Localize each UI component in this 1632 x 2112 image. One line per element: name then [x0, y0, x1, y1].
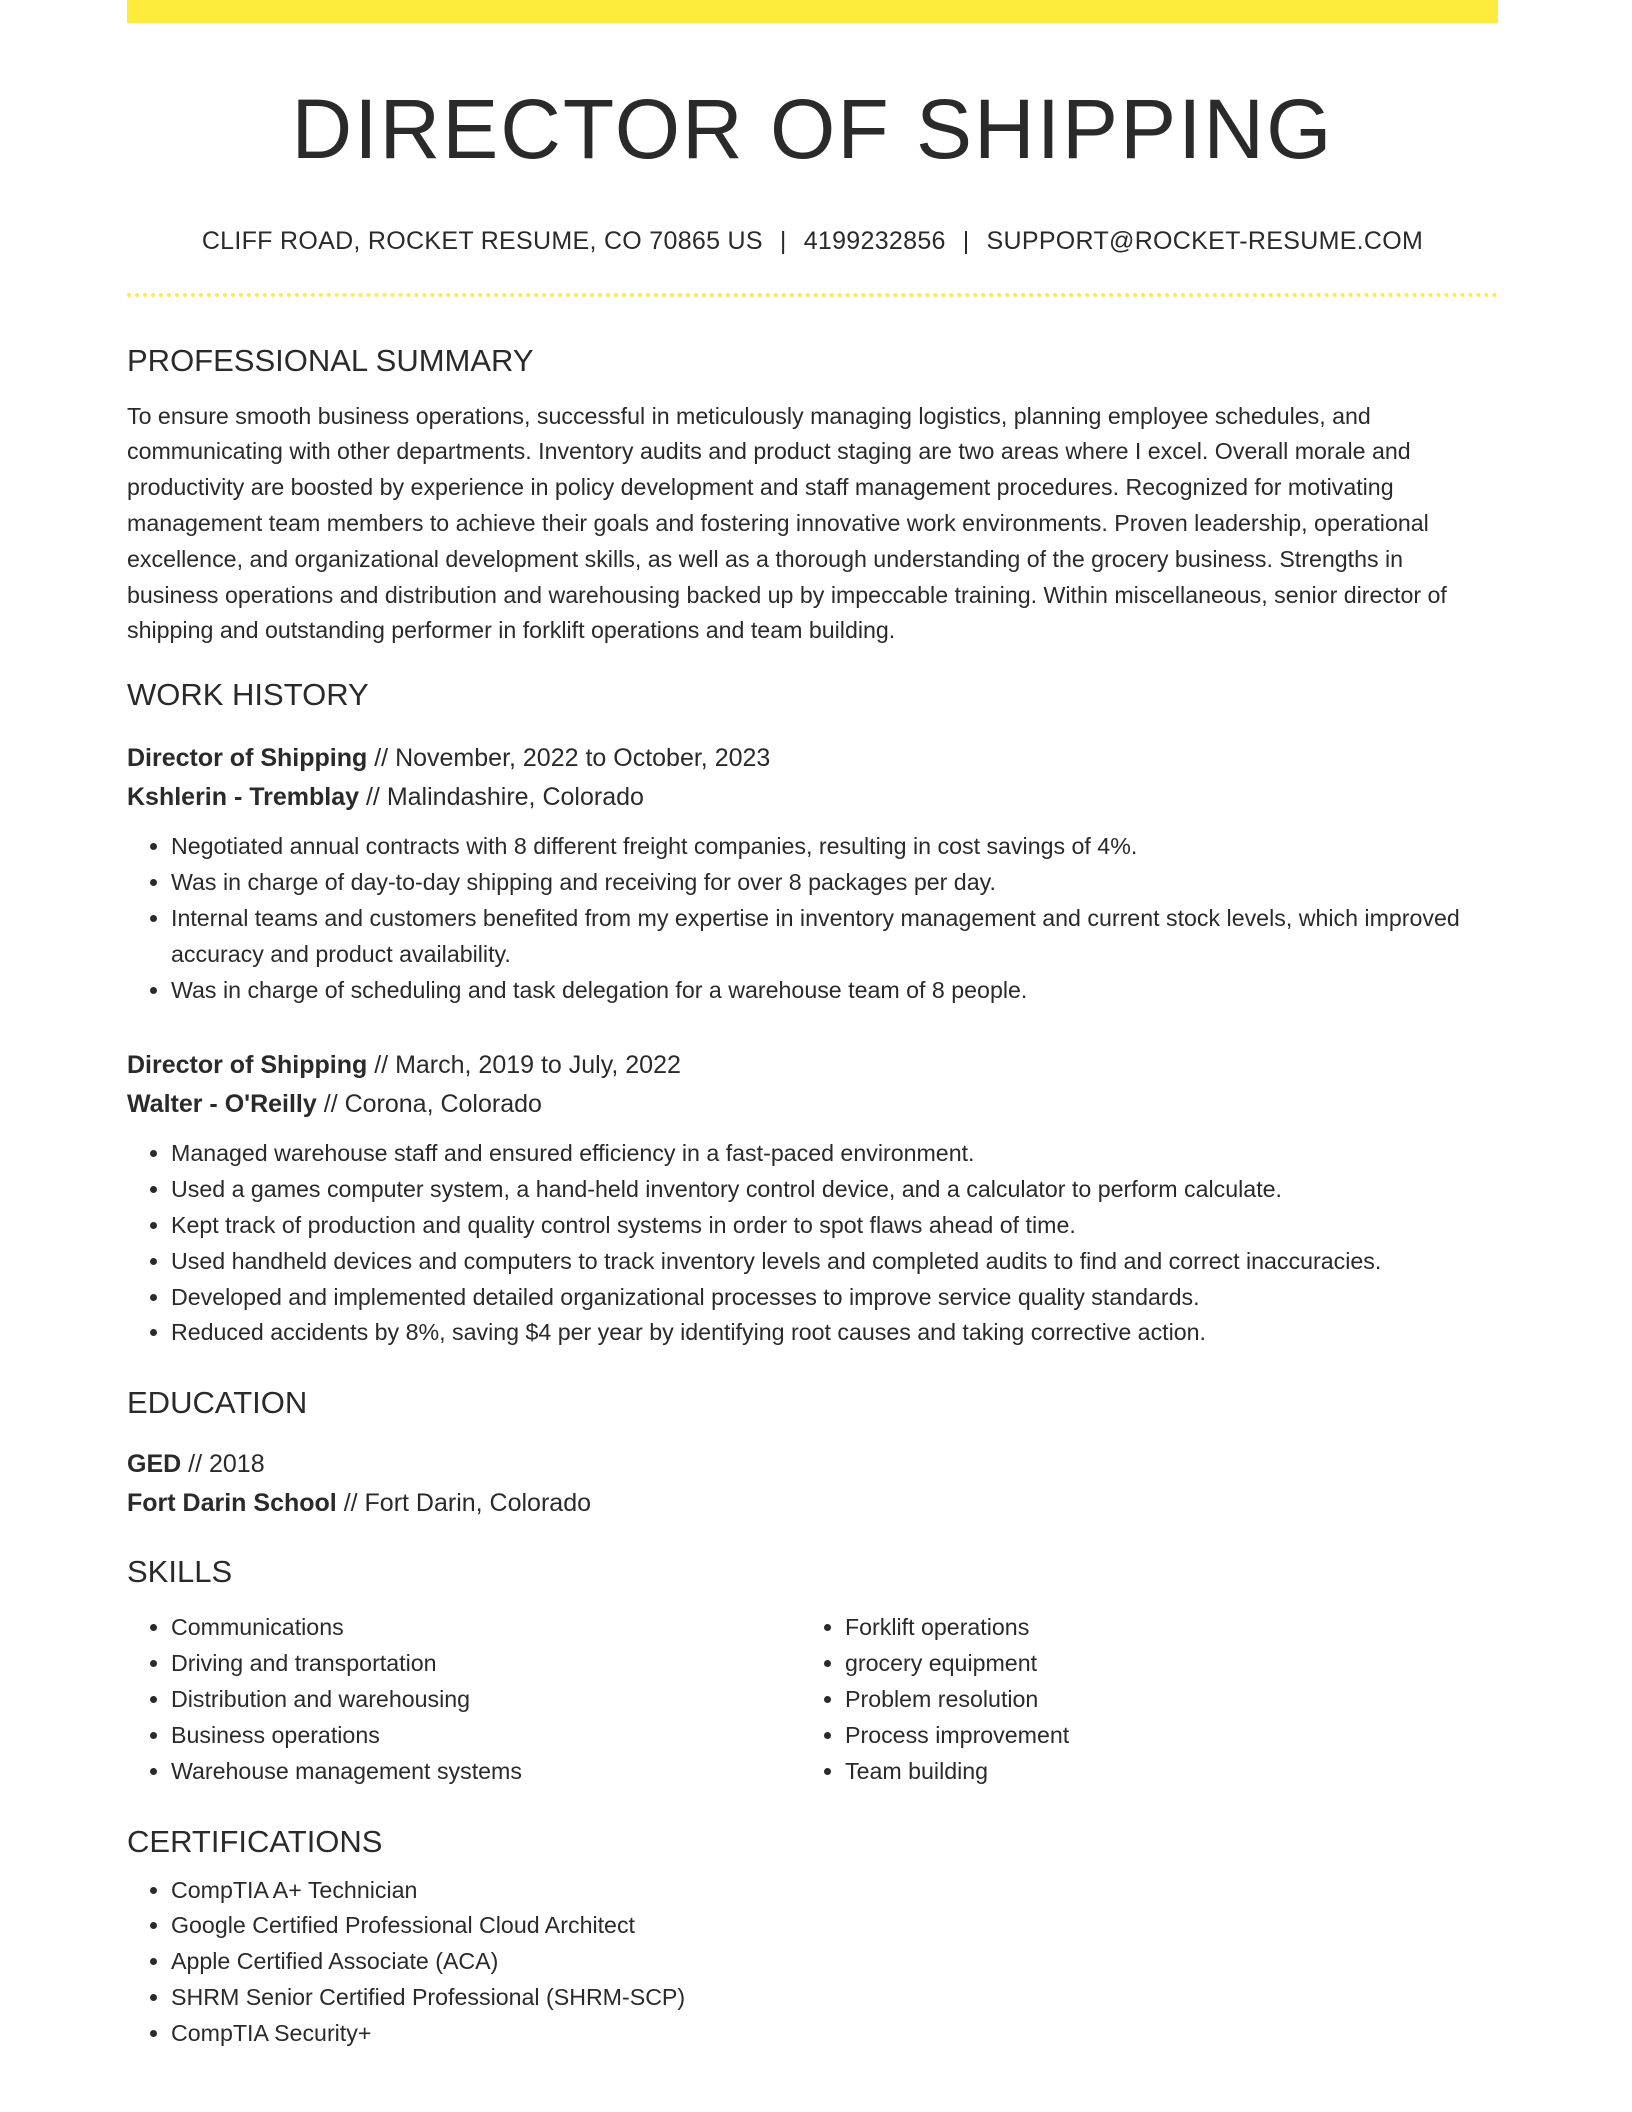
accent-bar: [127, 0, 1498, 23]
list-item: • Forklift operations: [845, 1610, 1475, 1646]
skills-left-column: [127, 1610, 801, 1789]
job-dates: // November, 2022 to October, 2023: [374, 744, 771, 773]
list-item: • Problem resolution: [845, 1682, 1475, 1718]
education-heading: EDUCATION: [127, 1385, 308, 1421]
job-company-line: [127, 778, 1498, 817]
education-year: // 2018: [188, 1450, 265, 1479]
summary-heading: PROFESSIONAL SUMMARY: [127, 343, 534, 379]
education-degree-line: [127, 1445, 1498, 1484]
education-degree: GED: [127, 1450, 182, 1479]
job-bullets: [127, 1136, 1498, 1351]
skills-heading: SKILLS: [127, 1554, 233, 1590]
job-title: Director of Shipping: [127, 744, 368, 773]
list-item: • Reduced accidents by 8%, saving $4 per year by identifying root causes and taking corrective action.: [171, 1315, 1498, 1351]
education-location: // Fort Darin, Colorado: [343, 1489, 592, 1518]
skills-right-column: [801, 1610, 1475, 1789]
certifications-heading: CERTIFICATIONS: [127, 1824, 383, 1860]
job-title-line: [127, 1046, 1498, 1085]
job-location: // Corona, Colorado: [323, 1090, 542, 1119]
job-title: Director of Shipping: [127, 1051, 368, 1080]
education-entry: [127, 1445, 1498, 1523]
list-item: • Kept track of production and quality control systems in order to spot flaws ahead of time.: [171, 1208, 1498, 1244]
education-school-line: [127, 1484, 1498, 1523]
skills-columns: [127, 1610, 1498, 1789]
list-item: • Developed and implemented detailed organizational processes to improve service quality standards.: [171, 1280, 1498, 1316]
contact-separator: |: [779, 227, 787, 256]
work-history-heading: WORK HISTORY: [127, 677, 369, 713]
list-item: • Process improvement: [845, 1718, 1475, 1754]
list-item: • Used a games computer system, a hand-held inventory control device, and a calculator to perform calculate.: [171, 1172, 1498, 1208]
certifications-list: [127, 1873, 1498, 2052]
contact-address: CLIFF ROAD, ROCKET RESUME, CO 70865 US: [201, 227, 763, 256]
resume-page: [127, 0, 1498, 2052]
resume-title: DIRECTOR OF SHIPPING: [291, 82, 1334, 176]
list-item: • CompTIA A+ Technician: [171, 1873, 1498, 1909]
job-entry: [127, 1046, 1498, 1351]
job-bullets: [127, 829, 1498, 1008]
education-school: Fort Darin School: [127, 1489, 337, 1518]
list-item: • Communications: [171, 1610, 801, 1646]
list-item: • Team building: [845, 1754, 1475, 1790]
list-item: • Driving and transportation: [171, 1646, 801, 1682]
job-title-line: [127, 739, 1498, 778]
job-company-line: [127, 1085, 1498, 1124]
list-item: • Google Certified Professional Cloud Architect: [171, 1908, 1498, 1944]
summary-text: To ensure smooth business operations, successful in meticulously managing logistics, planning employee schedules, and communicating with other departments. Inventory audits and product staging are two areas where I excel. Overall morale and productivity are boosted by experience in policy development and staff management procedures. Recognized for motivating management team members to achieve their goals and fostering innovative work environments. Proven leadership, operational excellence, and organizational development skills, as well as a thorough understanding of the grocery business. Strengths in business operations and distribution and warehousing backed up by impeccable training. Within miscellaneous, senior director of shipping and outstanding performer in forklift operations and team building.: [127, 402, 1447, 644]
list-item: • grocery equipment: [845, 1646, 1475, 1682]
list-item: • Negotiated annual contracts with 8 different freight companies, resulting in cost savings of 4%.: [171, 829, 1498, 865]
dotted-divider: [127, 293, 1498, 297]
list-item: • Was in charge of day-to-day shipping and receiving for over 8 packages per day.: [171, 865, 1498, 901]
job-entry: [127, 739, 1498, 1008]
list-item: • Was in charge of scheduling and task delegation for a warehouse team of 8 people.: [171, 973, 1498, 1009]
list-item: • Used handheld devices and computers to track inventory levels and completed audits to find and correct inaccuracies.: [171, 1244, 1498, 1280]
list-item: • Business operations: [171, 1718, 801, 1754]
list-item: • CompTIA Security+: [171, 2016, 1498, 2052]
list-item: • Managed warehouse staff and ensured efficiency in a fast-paced environment.: [171, 1136, 1498, 1172]
list-item: • Apple Certified Associate (ACA): [171, 1944, 1498, 1980]
job-dates: // March, 2019 to July, 2022: [374, 1051, 681, 1080]
skills-list: [127, 1610, 801, 1789]
list-item: • SHRM Senior Certified Professional (SHRM-SCP): [171, 1980, 1498, 2016]
contact-email: SUPPORT@ROCKET-RESUME.COM: [986, 227, 1424, 256]
skills-list: [801, 1610, 1475, 1789]
list-item: • Internal teams and customers benefited from my expertise in inventory management and current stock levels, which improved accuracy and product availability.: [171, 901, 1498, 973]
contact-line: [127, 227, 1498, 256]
contact-phone: 4199232856: [803, 227, 946, 256]
contact-separator: |: [962, 227, 970, 256]
job-location: // Malindashire, Colorado: [365, 783, 644, 812]
list-item: • Distribution and warehousing: [171, 1682, 801, 1718]
list-item: • Warehouse management systems: [171, 1754, 801, 1790]
job-company: Walter - O'Reilly: [127, 1090, 317, 1119]
job-company: Kshlerin - Tremblay: [127, 783, 360, 812]
